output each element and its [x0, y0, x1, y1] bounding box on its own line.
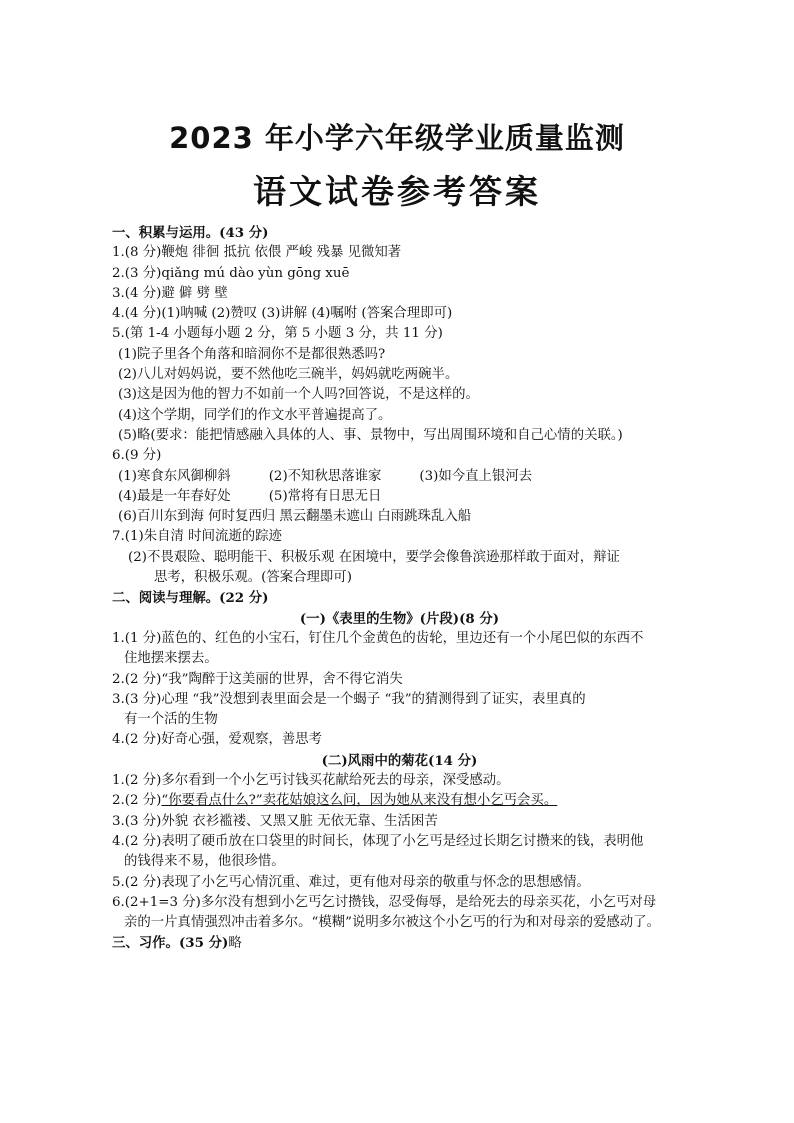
answer-line: (3)这是因为他的智力不如前一个人吗?回答说，不是这样的。: [118, 387, 479, 403]
answer-line: (1)院子里各个角落和暗洞你不是都很熟悉吗?: [118, 346, 386, 362]
answer-line: 住地摆来摆去。: [124, 651, 218, 667]
answer-line: [112, 467, 687, 487]
answer-line: (2)不畏艰险、聪明能干、积极乐观 在困境中，要学会像鲁滨逊那样敢于面对，辩证: [128, 549, 620, 565]
underlined-quote: “你要看点什么?”卖花姑娘这么问，因为她从来没有想小乞丐会买。: [161, 793, 558, 809]
answer-line: 4.(2 分)表明了硬币放在口袋里的时间长，体现了小乞丐是经过长期乞讨攒来的钱，表明他: [112, 833, 644, 849]
answer-line: 1.(8 分)鞭炮 徘徊 抵抗 依偎 严峻 残暴 见微知著: [112, 245, 402, 261]
answer-line: 有一个活的生物: [124, 712, 218, 728]
poem-answer: (4)最是一年春好处: [118, 488, 231, 504]
answer-line: [112, 933, 687, 953]
answer-line: 4.(4 分)(1)呐喊 (2)赞叹 (3)讲解 (4)嘱咐 (答案合理即可): [112, 306, 453, 322]
poem-answer: (2)不知秋思落谁家: [268, 468, 382, 484]
answer-line: 亲的一片真情强烈冲击着多尔。“模糊”说明多尔被这个小乞丐的行为和对母亲的爱感动了。: [124, 915, 660, 931]
answer-content: [112, 223, 687, 954]
answer-line: 3.(3 分)外貌 衣衫褴褛、又黑又脏 无依无靠、生活困苦: [112, 813, 438, 829]
answer-line: 1.(2 分)多尔看到一个小乞丐讨钱买花献给死去的母亲，深受感动。: [112, 773, 510, 789]
poem-answer: (3)如今直上银河去: [419, 468, 533, 484]
answer-line: 5.(第 1-4 小题每小题 2 分，第 5 小题 3 分，共 11 分): [112, 326, 443, 342]
passage-title: (二)风雨中的菊花(14 分): [321, 752, 478, 769]
answer-line: 3.(4 分)避 僻 劈 壁: [112, 285, 228, 301]
answer-line: (4)这个学期，同学们的作文水平普遍提高了。: [118, 407, 392, 423]
answer-line: 1.(1 分)蓝色的、红色的小宝石，钉住几个金黄色的齿轮，里边还有一个小尾巴似的东西不: [112, 630, 644, 646]
poem-answer: (1)寒食东风御柳斜: [118, 468, 231, 484]
document-subtitle: 语文试卷参考答案: [253, 172, 541, 211]
answer-line: [112, 487, 687, 507]
poem-answer: (5)常将有日思无日: [268, 488, 382, 504]
passage-title: (一)《表里的生物》(片段)(8 分): [299, 610, 500, 627]
answer-line: 6.(9 分): [112, 448, 162, 464]
section-heading-2: 二、阅读与理解。(22 分): [112, 590, 269, 607]
writing-answer: 略: [228, 936, 242, 952]
answer-line: 5.(2 分)表现了小乞丐心情沉重、难过，更有他对母亲的敬重与怀念的思想感情。: [112, 874, 590, 890]
answer-line: 思考，积极乐观。(答案合理即可): [154, 570, 352, 586]
answer-line: (6)百川东到海 何时复西归 黑云翻墨未遮山 白雨跳珠乱入船: [118, 509, 472, 525]
answer-line: [112, 791, 687, 811]
answer-line: 2.(2 分)“我”陶醉于这美丽的世界，舍不得它消失: [112, 671, 403, 687]
answer-line: 4.(2 分)好奇心强，爱观察，善思考: [112, 732, 323, 748]
document-title: 2023 年小学六年级学业质量监测: [169, 121, 625, 155]
answer-line: (5)略(要求：能把情感融入具体的人、事、景物中，写出周围环境和自己心情的关联。): [118, 427, 623, 443]
answer-line: 6.(2+1=3 分)多尔没有想到小乞丐乞讨攒钱，忍受侮辱，是给死去的母亲买花，小乞丐对母: [112, 894, 657, 910]
answer-line: 2.(3 分)qiǎng mú dào yùn gōng xuē: [112, 265, 350, 281]
section-heading-1: 一、积累与运用。(43 分): [112, 225, 269, 241]
answer-line: (2)八儿对妈妈说，要不然他吃三碗半，妈妈就吃两碗半。: [118, 367, 459, 383]
question-label: 2.(2 分): [112, 793, 162, 809]
answer-line: 的钱得来不易，他很珍惜。: [124, 854, 285, 870]
answer-line: 3.(3 分)心理 “我”没想到表里面会是一个蝎子 “我”的猜测得到了证实，表里真的: [112, 691, 586, 707]
section-heading-3: 三、习作。(35 分): [112, 935, 229, 952]
answer-line: 7.(1)朱自清 时间流逝的踪迹: [112, 529, 282, 545]
